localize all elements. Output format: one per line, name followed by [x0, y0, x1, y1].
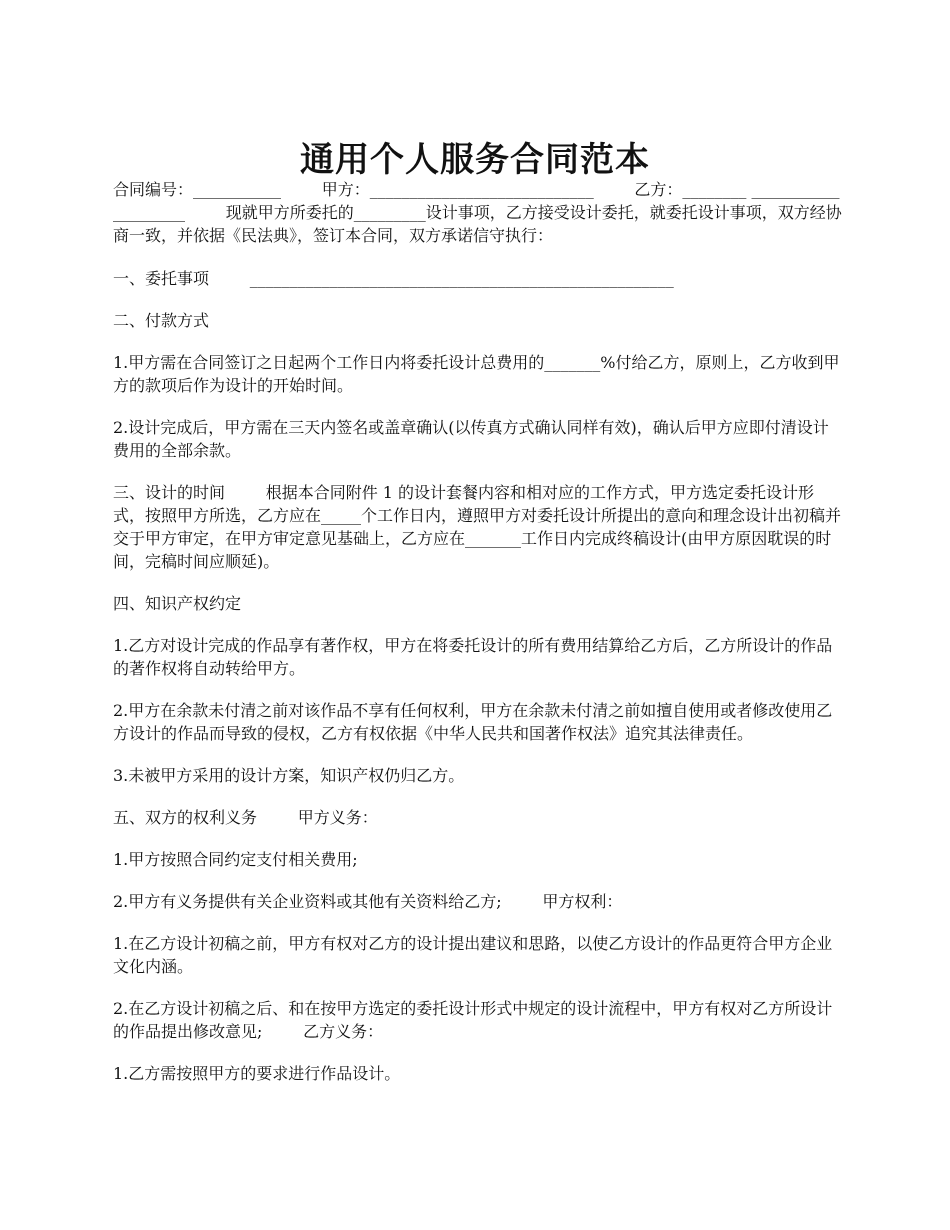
paragraph: 1.甲方按照合同约定支付相关费用; — [113, 850, 358, 869]
document-body — [113, 178, 843, 1104]
paragraph: 1.乙方需按照甲方的要求进行作品设计。 — [113, 1064, 401, 1083]
paragraph: 2.在乙方设计初稿之后、和在按甲方选定的委托设计形式中规定的设计流程中，甲方有权对乙方所设计的作品提出修改意见; 乙方义务： — [113, 999, 833, 1041]
section-heading-5: 五、双方的权利义务 甲方义务： — [113, 808, 378, 827]
section-heading-2: 二、付款方式 — [113, 311, 210, 330]
section-heading-3: 三、设计的时间 根据本合同附件 1 的设计套餐内容和相对应的工作方式，甲方选定委托设计形式，按照甲方所选，乙方应在_____个工作日内，遵照甲方对委托设计所提出的意向和理念设计出初稿并交于甲方审定，在甲方审定意见基础上，乙方应在_______工作日内完成终稿设计(由甲方原因耽误的时间，完稿时间应顺延)。 — [113, 483, 842, 571]
paragraph: 1.在乙方设计初稿之前，甲方有权对乙方的设计提出建议和思路，以使乙方设计的作品更符合甲方企业文化内涵。 — [113, 934, 833, 976]
section-heading-1: 一、委托事项 _____________________________________________________ — [113, 269, 674, 288]
page-title: 通用个人服务合同范本 — [300, 139, 650, 180]
paragraph: 2.甲方有义务提供有关企业资料或其他有关资料给乙方; 甲方权利： — [113, 892, 623, 911]
paragraph: 3.未被甲方采用的设计方案，知识产权仍归乙方。 — [113, 766, 465, 785]
paragraph-intro: 合同编号：___________ 甲方：____________________________ 乙方：________ ____________________ 现就甲方所委托的_________设计事项，乙方接受设计委托，就委托设计事项，双方经协商一致，并依据《民法典》，签订本合同，双方承诺信守执行： — [113, 180, 842, 245]
paragraph: 2.甲方在余款未付清之前对该作品不享有任何权利，甲方在余款未付清之前如擅自使用或者修改使用乙方设计的作品而导致的侵权，乙方有权依据《中华人民共和国著作权法》追究其法律责任。 — [113, 701, 833, 743]
paragraph: 2.设计完成后，甲方需在三天内签名或盖章确认(以传真方式确认同样有效)，确认后甲方应即付清设计费用的全部余款。 — [113, 418, 829, 460]
paragraph: 1.乙方对设计完成的作品享有著作权，甲方在将委托设计的所有费用结算给乙方后，乙方所设计的作品的著作权将自动转给甲方。 — [113, 636, 833, 678]
paragraph: 1.甲方需在合同签订之日起两个工作日内将委托设计总费用的_______%付给乙方，原则上，乙方收到甲方的款项后作为设计的开始时间。 — [113, 353, 840, 395]
section-heading-4: 四、知识产权约定 — [113, 594, 242, 613]
